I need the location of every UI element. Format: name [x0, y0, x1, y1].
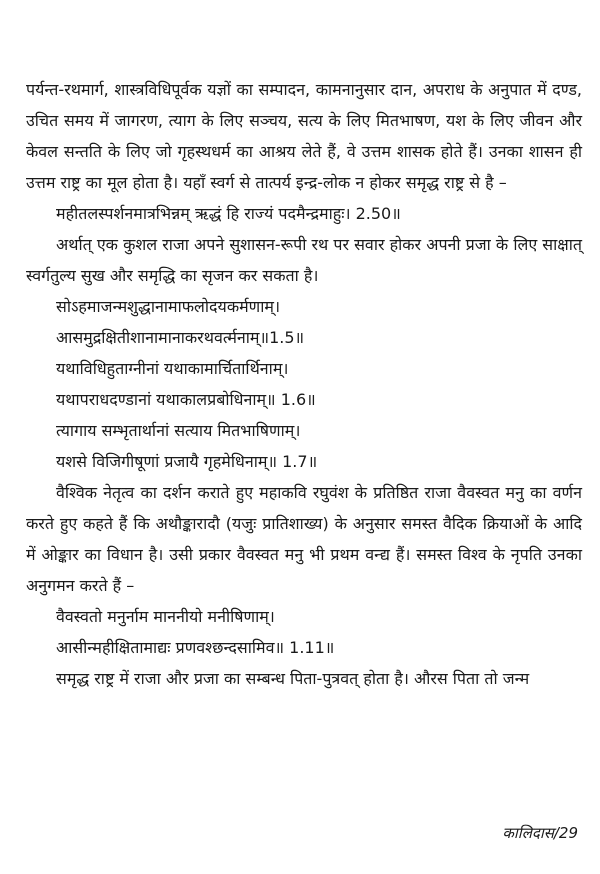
paragraph-3: वैश्विक नेतृत्व का दर्शन कराते हुए महाकवि रघुवंश के प्रतिष्ठित राजा वैवस्वत मनु का वर्णन करते हुए कहते हैं कि अथौङ्कारादौ (यजुः प्रातिशाख्य) के अनुसार समस्त वैदिक क्रियाओं के आदि में ओङ्कार का विधान है। उसी प्रकार वैवस्वत मनु भी प्रथम वन्द्य हैं। समस्त विश्व के नृपति उनका अनुगमन करते हैं – — [26, 483, 582, 595]
verse-2-50: महीतलस्पर्शनमात्रभिन्नम् ऋद्धं हि राज्यं पदमैन्द्रमाहुः। 2.50॥ — [56, 204, 401, 223]
page-footer: कालिदास/29 — [502, 824, 578, 842]
paragraph-1: पर्यन्त-रथमार्ग, शास्त्रविधिपूर्वक यज्ञों का सम्पादन, कामनानुसार दान, अपराध के अनुपात में दण्ड, उचित समय में जागरण, त्याग के लिए सञ्चय, सत्य के लिए मितभाषण, यश के लिए जीवन और केवल सन्तति के लिए जो गृहस्थधर्म का आश्रय लेते हैं, वे उत्तम शासक होते हैं। उनका शासन ही उत्तम राष्ट्र का मूल होता है। यहाँ स्वर्ग से तात्पर्य इन्द्र-लोक न होकर समृद्ध राष्ट्र से है – — [26, 80, 582, 192]
paragraph-2: अर्थात् एक कुशल राजा अपने सुशासन-रूपी रथ पर सवार होकर अपनी प्रजा के लिए साक्षात् स्वर्गतुल्य सुख और समृद्धि का सृजन कर सकता है। — [26, 235, 582, 285]
verse-1-7-b: यशसे विजिगीषूणां प्रजायै गृहमेधिनाम्॥ 1.7॥ — [56, 452, 318, 471]
verse-1-5-a: सोऽहमाजन्मशुद्धानामाफलोदयकर्मणाम्। — [56, 297, 281, 316]
verse-1-7-a: त्यागाय सम्भृतार्थानां सत्याय मितभाषिणाम्। — [56, 421, 301, 440]
verse-1-11-a: वैवस्वतो मनुर्नाम माननीयो मनीषिणाम्। — [56, 607, 275, 626]
verse-1-5-b: आसमुद्रक्षितीशानामानाकरथवर्त्मनाम्॥1.5॥ — [56, 328, 305, 347]
page-text — [26, 74, 582, 694]
verse-1-6-b: यथापराधदण्डानां यथाकालप्रबोधिनाम्॥ 1.6॥ — [56, 390, 316, 409]
verse-1-11-b: आसीन्महीक्षितामाद्यः प्रणवश्छन्दसामिव॥ 1.11॥ — [56, 638, 335, 657]
verse-1-6-a: यथाविधिहुताग्नीनां यथाकामार्चितार्थिनाम्। — [56, 359, 289, 378]
paragraph-4: समृद्ध राष्ट्र में राजा और प्रजा का सम्बन्ध पिता-पुत्रवत् होता है। औरस पिता तो जन्म — [56, 669, 530, 688]
